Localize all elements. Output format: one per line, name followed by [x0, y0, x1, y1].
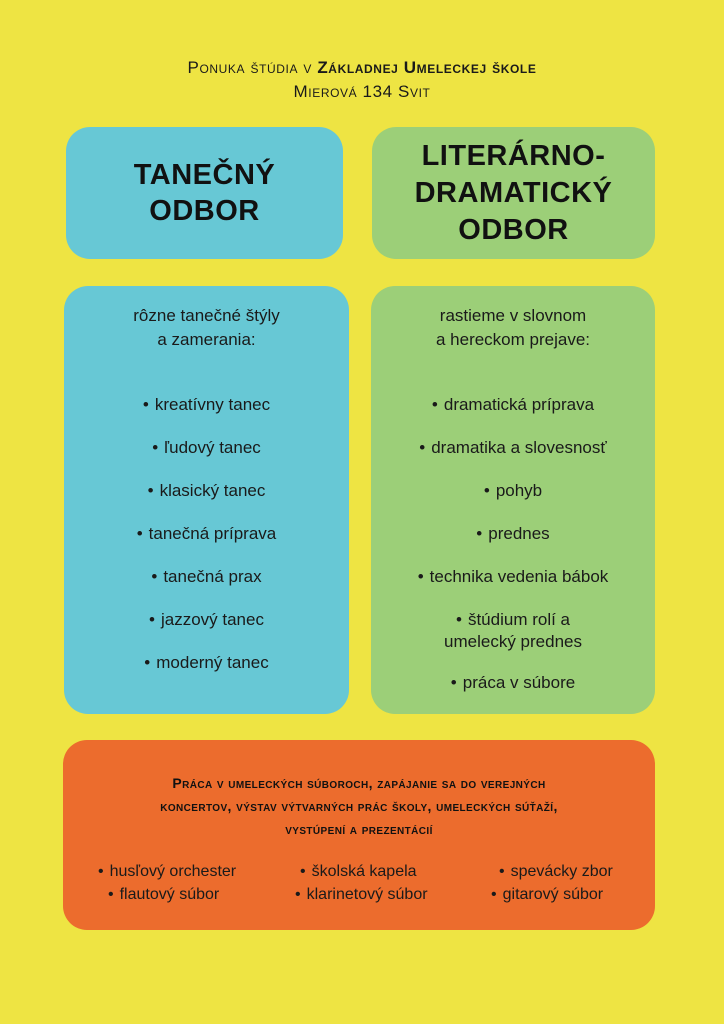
ensembles-list [63, 860, 655, 906]
list-item: • flautový súbor [108, 886, 220, 903]
header-line-1 [0, 56, 724, 80]
header-address: Mierová 134 Svit [293, 82, 431, 101]
list-item: • klarinetový súbor [295, 886, 428, 903]
ensembles-heading [83, 772, 635, 841]
dance-intro [64, 304, 349, 352]
literary-intro-line-2: a hereckom prejave: [435, 330, 591, 349]
dance-department-title [66, 127, 343, 259]
literary-intro-line-1: rastieme v slovnom [439, 306, 587, 325]
page-header [0, 56, 724, 104]
header-school-name: Základnej Umeleckej škole [317, 58, 537, 77]
list-item: • školská kapela [300, 863, 417, 880]
dance-title-line-2: ODBOR [149, 195, 260, 227]
list-item: • husľový orchester [98, 863, 237, 880]
dance-intro-line-2: a zamerania: [157, 330, 256, 349]
list-item: • štúdium rolí a umelecký prednes [444, 610, 582, 651]
list-item: • kreatívny tanec [142, 395, 271, 414]
literary-department-title [372, 127, 655, 259]
literary-intro [371, 304, 655, 352]
list-item: • ľudový tanec [152, 438, 261, 457]
list-item: • prednes [476, 524, 550, 543]
literary-title-line-3: ODBOR [458, 213, 569, 246]
list-item: • tanečná prax [151, 567, 262, 586]
list-item: • jazzový tanec [149, 610, 264, 629]
ensembles-heading-line-2: koncertov, výstav výtvarných prác školy, umeleckých súťaží, [160, 798, 558, 814]
list-item: • spevácky zbor [499, 863, 613, 880]
literary-title-line-1: LITERÁRNO- [421, 139, 606, 172]
ensembles-heading-line-1: Práca v umeleckých súboroch, zapájanie sa do verejných [172, 775, 546, 791]
list-item: • pohyb [483, 481, 543, 500]
ensembles-row-1 [63, 860, 655, 883]
literary-title-line-2: DRAMATICKÝ [414, 176, 613, 209]
dance-program-list [64, 394, 349, 695]
literary-programs-panel [371, 286, 655, 714]
list-item: • gitarový súbor [491, 886, 604, 903]
header-prefix: Ponuka štúdia v [187, 58, 318, 77]
dance-title-line-1: TANEČNÝ [133, 159, 276, 191]
ensembles-heading-line-3: vystúpení a prezentácií [285, 821, 433, 837]
list-item: • klasický tanec [147, 481, 266, 500]
dance-intro-line-1: rôzne tanečné štýly [133, 306, 280, 325]
ensembles-panel [63, 740, 655, 930]
list-item: • dramatická príprava [431, 395, 595, 414]
list-item: • práca v súbore [450, 673, 576, 692]
ensembles-row-2 [63, 883, 655, 906]
literary-program-list [371, 394, 655, 715]
list-item: • technika vedenia bábok [417, 567, 609, 586]
list-item: • dramatika a slovesnosť [419, 438, 607, 457]
list-item: • moderný tanec [144, 653, 269, 672]
list-item: • tanečná príprava [136, 524, 277, 543]
dance-programs-panel [64, 286, 349, 714]
